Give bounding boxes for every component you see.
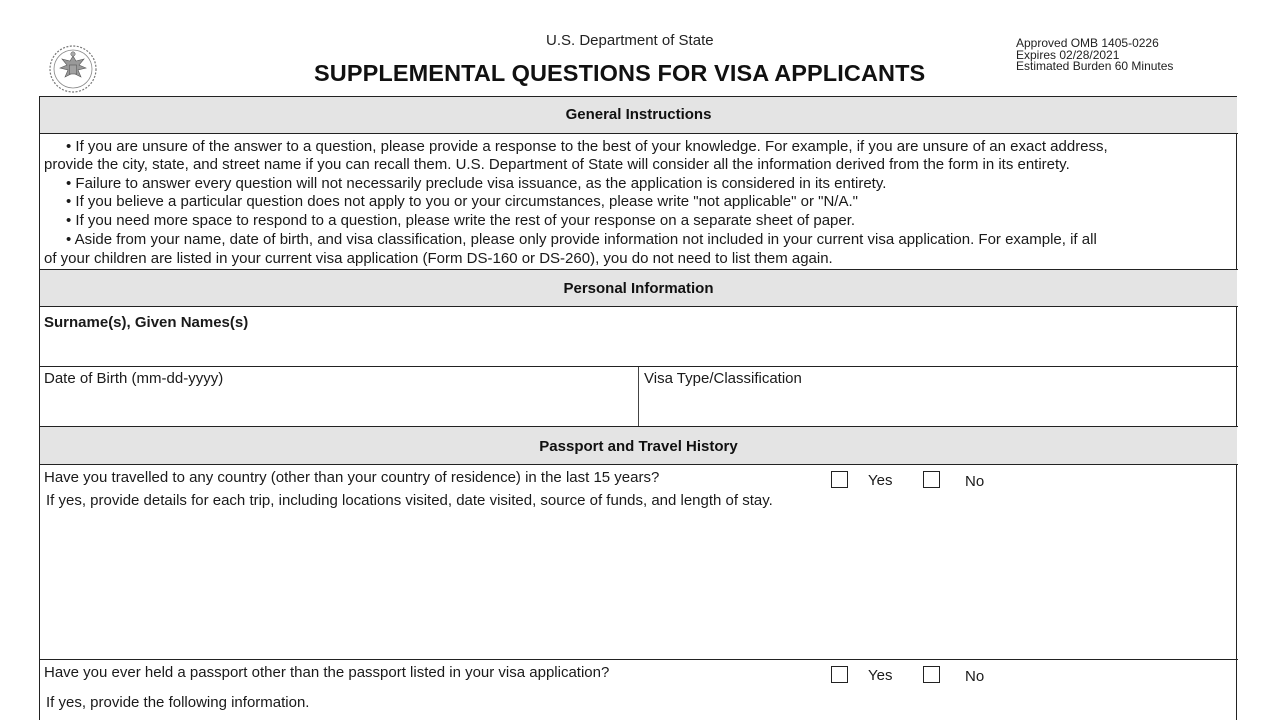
omb-line: Estimated Burden 60 Minutes: [1016, 59, 1174, 73]
passport-no-label: No: [965, 668, 985, 685]
divider: [39, 306, 1238, 307]
instruction-line: • If you need more space to respond to a question, please write the rest of your response on a separate sheet of paper.: [66, 212, 856, 229]
travel-no-checkbox[interactable]: [923, 471, 940, 488]
instruction-line: of your children are listed in your current visa application (Form DS-160 or DS-260), you do not need to list them again.: [44, 250, 833, 267]
passport-question: Have you ever held a passport other than the passport listed in your visa application?: [44, 664, 610, 681]
omb-line: Approved OMB 1405-0226: [1016, 36, 1159, 50]
name-label: Surname(s), Given Names(s): [44, 314, 249, 331]
travel-details-field[interactable]: [40, 514, 1237, 658]
passport-yes-label: Yes: [868, 667, 893, 684]
passport-yes-checkbox[interactable]: [831, 666, 848, 683]
personal-information-heading: Personal Information: [40, 270, 1237, 306]
general-instructions-heading: General Instructions: [40, 97, 1237, 133]
travel-no-label: No: [965, 473, 985, 490]
state-department-seal-icon: [48, 44, 98, 94]
department-name: U.S. Department of State: [546, 32, 714, 49]
passport-no-checkbox[interactable]: [923, 666, 940, 683]
name-field[interactable]: [40, 333, 1237, 366]
omb-line: Expires 02/28/2021: [1016, 47, 1120, 62]
instruction-line: • If you are unsure of the answer to a question, please provide a response to the best of your knowledge. For example, if you are unsure of an exact address,: [66, 138, 1108, 155]
passport-detail-instruction: If yes, provide the following information.: [46, 694, 310, 711]
form-title: SUPPLEMENTAL QUESTIONS FOR VISA APPLICANTS: [314, 60, 926, 86]
divider: [638, 367, 639, 426]
date-of-birth-label: Date of Birth (mm-dd-yyyy): [44, 370, 224, 387]
visa-type-label: Visa Type/Classification: [644, 370, 802, 387]
travel-detail-instruction: If yes, provide details for each trip, including locations visited, date visited, source of funds, and length of stay.: [46, 492, 773, 509]
instruction-line: provide the city, state, and street name if you can recall them. U.S. Department of State will consider all the information derived from the form in its entirety.: [44, 156, 1070, 173]
divider: [39, 659, 1238, 660]
visa-type-field[interactable]: [640, 390, 1236, 426]
divider: [39, 464, 1238, 465]
travel-yes-label: Yes: [868, 472, 893, 489]
passport-travel-heading: Passport and Travel History: [40, 427, 1237, 464]
travel-question: Have you travelled to any country (other than your country of residence) in the last 15 years?: [44, 469, 660, 486]
instruction-line: • Failure to answer every question will not necessarily preclude visa issuance, as the application is considered in its entirety.: [66, 175, 887, 192]
omb-approval: [1016, 38, 1173, 73]
divider: [39, 133, 1238, 134]
date-of-birth-field[interactable]: [40, 390, 637, 426]
travel-yes-checkbox[interactable]: [831, 471, 848, 488]
instruction-line: • Aside from your name, date of birth, and visa classification, please only provide information not included in your current visa application. For example, if all: [66, 231, 1097, 248]
instruction-line: • If you believe a particular question does not apply to you or your circumstances, please write "not applicable" or "N/A.": [66, 193, 858, 210]
